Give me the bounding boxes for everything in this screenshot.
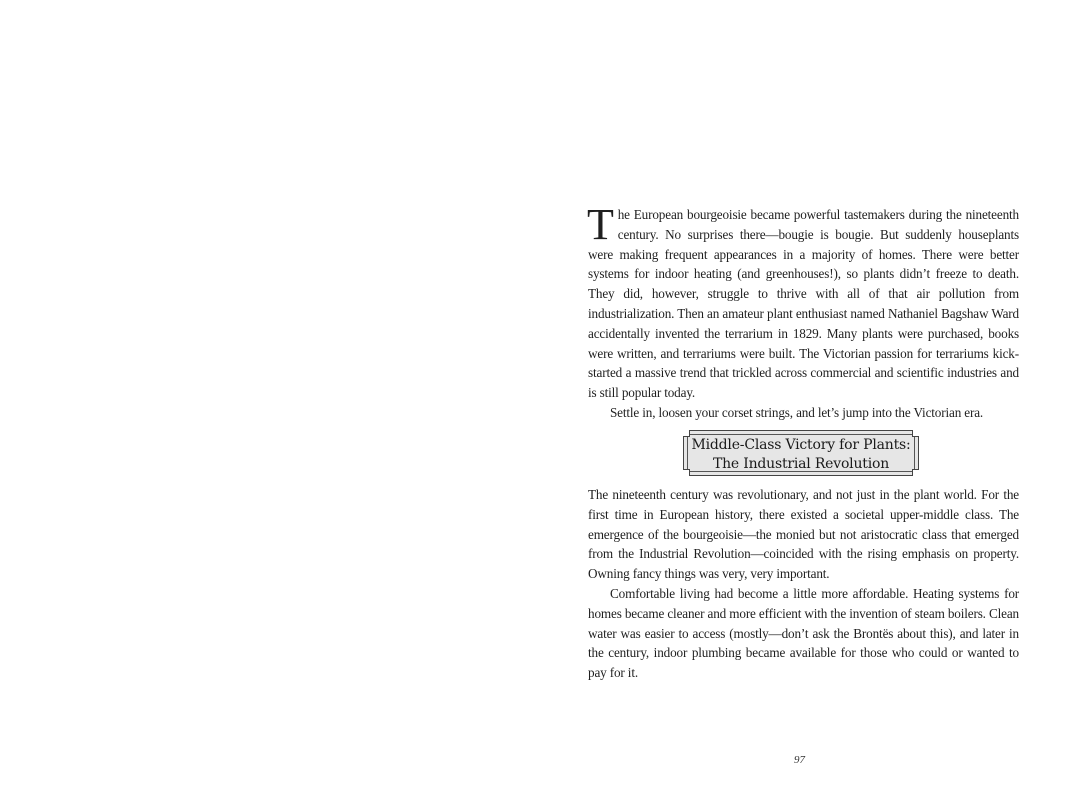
body-paragraph-1: The nineteenth century was revolutionary, and not just in the plant world. For the first time in European history, there existed a societal upper-middle class. The emergence of the bourgeoisie—the monied but not aristocratic class that emerged from the Industrial Revolution—coincided with the rising emphasis on property. Owning fancy things was very, very important. [588,487,1019,582]
drop-cap: T [587,200,614,249]
intro-text [587,200,1019,423]
body-paragraph-2: Comfortable living had become a little more affordable. Heating systems for homes became cleaner and more efficient with the invention of steam boilers. Clean water was easier to access (mostly—don’t ask the Brontës about this), and later in the century, indoor plumbing became available for those who could or wanted to pay for it. [588,585,1019,681]
section-title-line-1: Middle-Class Victory for Plants: [691,437,911,453]
page-number: 97 [794,754,805,766]
intro-closing-paragraph: Settle in, loosen your corset strings, and let’s jump into the Victorian era. [610,404,984,420]
section-heading-box [683,430,919,476]
section-title [684,436,918,474]
body-text [588,485,1019,683]
intro-paragraph [587,200,1019,403]
section-title-line-2: The Industrial Revolution [712,456,890,472]
right-page [533,0,1066,799]
intro-paragraph-text: he European bourgeoisie became powerful tastemakers during the nineteenth century. No surprises there—bougie is bougie. But suddenly houseplants were making frequent appearances in a majority of homes. There were better systems for indoor heating (and greenhouses!), so plants didn’t freeze to death. They did, however, struggle to thrive with all of that air pollution from industrialization. Then an amateur plant enthusiast named Nathaniel Bagshaw Ward accidentally invented the terrarium in 1829. Many plants were purchased, books were written, and terrariums were built. The Victorian passion for terrariums kick-started a massive trend that trickled across commercial and scientific industries and is still popular today. [588,207,1019,401]
